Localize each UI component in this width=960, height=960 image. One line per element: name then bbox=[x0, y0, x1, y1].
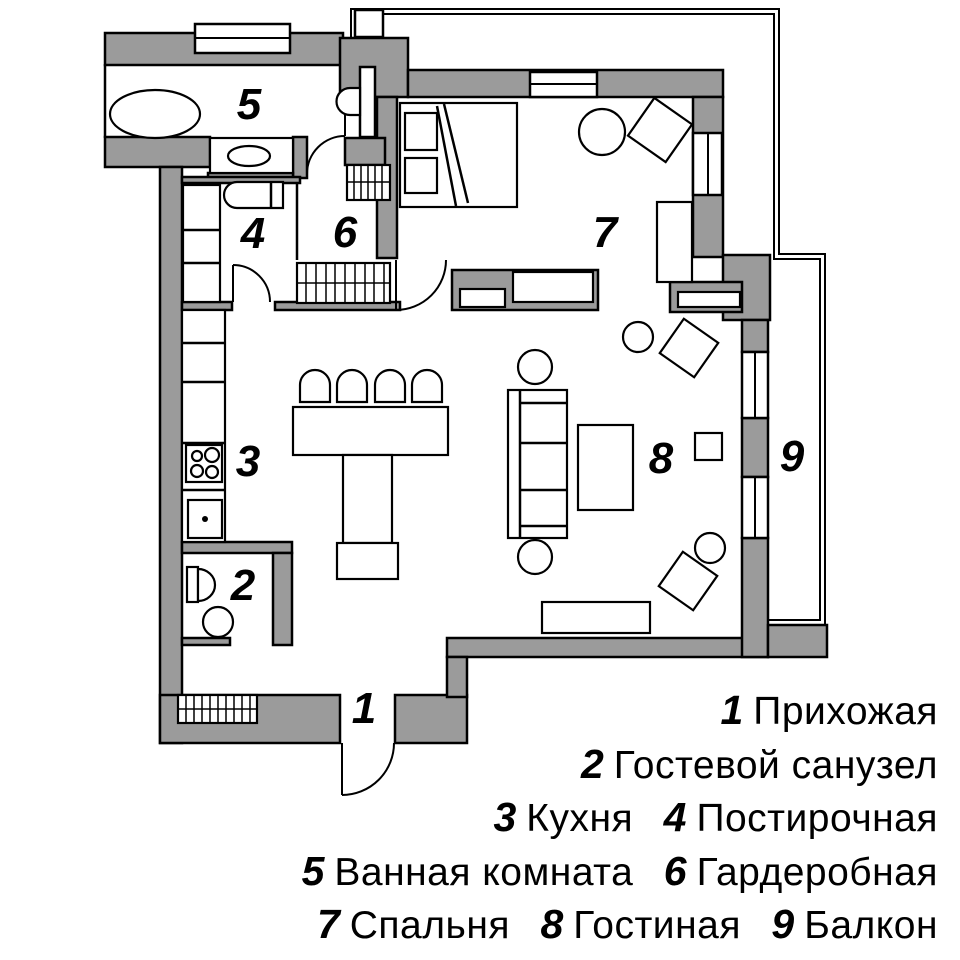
living-room-window-lower bbox=[742, 477, 768, 538]
bathtub bbox=[110, 90, 200, 138]
legend-num: 5 bbox=[301, 847, 325, 894]
bar-stool bbox=[412, 370, 442, 402]
label-room-2: 2 bbox=[230, 561, 256, 610]
kitchen-sink bbox=[188, 500, 222, 538]
kitchen-island bbox=[293, 370, 448, 579]
legend-name: Гостиная bbox=[573, 904, 741, 948]
legend-num: 7 bbox=[316, 901, 340, 948]
legend-num: 1 bbox=[720, 687, 744, 733]
round-chair bbox=[579, 109, 625, 155]
kitchen-fixtures bbox=[182, 310, 448, 579]
glazing-corner-post bbox=[355, 10, 383, 37]
coffee-table bbox=[578, 425, 633, 510]
bedroom-door bbox=[396, 260, 446, 310]
vanity bbox=[210, 138, 293, 173]
legend-name: Гостевой санузел bbox=[613, 743, 938, 787]
bed bbox=[400, 103, 517, 207]
table-foot bbox=[337, 543, 398, 579]
bar-stool bbox=[300, 370, 330, 402]
legend-num: 9 bbox=[771, 901, 795, 948]
vanity-basin bbox=[228, 146, 270, 166]
dresser bbox=[657, 202, 692, 282]
washing-machine bbox=[224, 182, 283, 208]
legend-name: Спальня bbox=[349, 904, 510, 948]
label-room-8: 8 bbox=[648, 434, 674, 483]
legend-num: 4 bbox=[663, 794, 687, 841]
label-room-6: 6 bbox=[332, 208, 358, 257]
toilet bbox=[187, 567, 215, 602]
legend-item-bedroom bbox=[317, 898, 510, 960]
stool bbox=[695, 533, 725, 563]
legend-line-2 bbox=[302, 738, 938, 792]
wall-sink bbox=[337, 88, 361, 115]
legend-item-living-room bbox=[540, 898, 741, 960]
stove bbox=[186, 445, 222, 482]
living-room-window-upper bbox=[742, 352, 768, 418]
legend-name: Кухня bbox=[526, 797, 634, 841]
legend-name: Балкон bbox=[804, 904, 938, 948]
legend-item-balcony bbox=[771, 898, 938, 960]
small-table bbox=[695, 433, 722, 460]
sofa bbox=[508, 390, 567, 538]
legend-name: Ванная комната bbox=[334, 850, 634, 894]
sideboard-left bbox=[460, 289, 505, 307]
label-room-7: 7 bbox=[592, 208, 618, 257]
armchair bbox=[628, 98, 692, 162]
closet-bottom bbox=[297, 263, 390, 303]
legend-num: 6 bbox=[663, 847, 687, 894]
legend-name: Постирочная bbox=[696, 797, 938, 841]
bedroom-top-window bbox=[530, 72, 597, 97]
armchair bbox=[660, 319, 718, 377]
label-room-9: 9 bbox=[779, 432, 805, 481]
laundry-cabinets bbox=[183, 185, 220, 302]
label-room-3: 3 bbox=[235, 437, 261, 486]
label-room-4: 4 bbox=[240, 209, 266, 258]
side-table bbox=[518, 350, 552, 384]
bar-stool bbox=[337, 370, 367, 402]
legend-line-4 bbox=[302, 845, 938, 899]
stool bbox=[623, 322, 653, 352]
bedroom-right-window bbox=[693, 133, 722, 195]
wall-cabinet bbox=[678, 292, 740, 307]
wc-sink bbox=[203, 607, 233, 637]
bar-stool bbox=[375, 370, 405, 402]
legend-name: Прихожая bbox=[753, 690, 938, 733]
bathroom-door-leaf bbox=[360, 67, 375, 137]
legend-name: Гардеробная bbox=[696, 850, 938, 894]
label-room-5: 5 bbox=[236, 80, 262, 129]
guest-wc-fixtures bbox=[187, 567, 233, 637]
bedroom-furniture bbox=[400, 98, 692, 282]
legend-num: 2 bbox=[580, 740, 604, 787]
laundry-door bbox=[233, 265, 270, 302]
sideboard-right bbox=[513, 272, 593, 302]
side-table bbox=[518, 540, 552, 574]
legend-num: 8 bbox=[540, 901, 564, 948]
living-room-furniture bbox=[460, 272, 740, 633]
legend-line-1 bbox=[302, 684, 938, 738]
island-counter bbox=[293, 407, 448, 455]
legend-line-5 bbox=[302, 898, 938, 952]
bathroom-window bbox=[195, 24, 290, 53]
closet-top bbox=[347, 165, 390, 200]
legend-num: 3 bbox=[493, 794, 517, 841]
pillow bbox=[405, 158, 437, 193]
pillow bbox=[405, 113, 437, 150]
hallway-closet bbox=[178, 695, 257, 723]
legend-line-3 bbox=[302, 791, 938, 845]
legend bbox=[302, 684, 938, 952]
tv-bench bbox=[542, 602, 650, 633]
label-room-1: 1 bbox=[351, 684, 377, 733]
table-stem bbox=[343, 455, 392, 543]
